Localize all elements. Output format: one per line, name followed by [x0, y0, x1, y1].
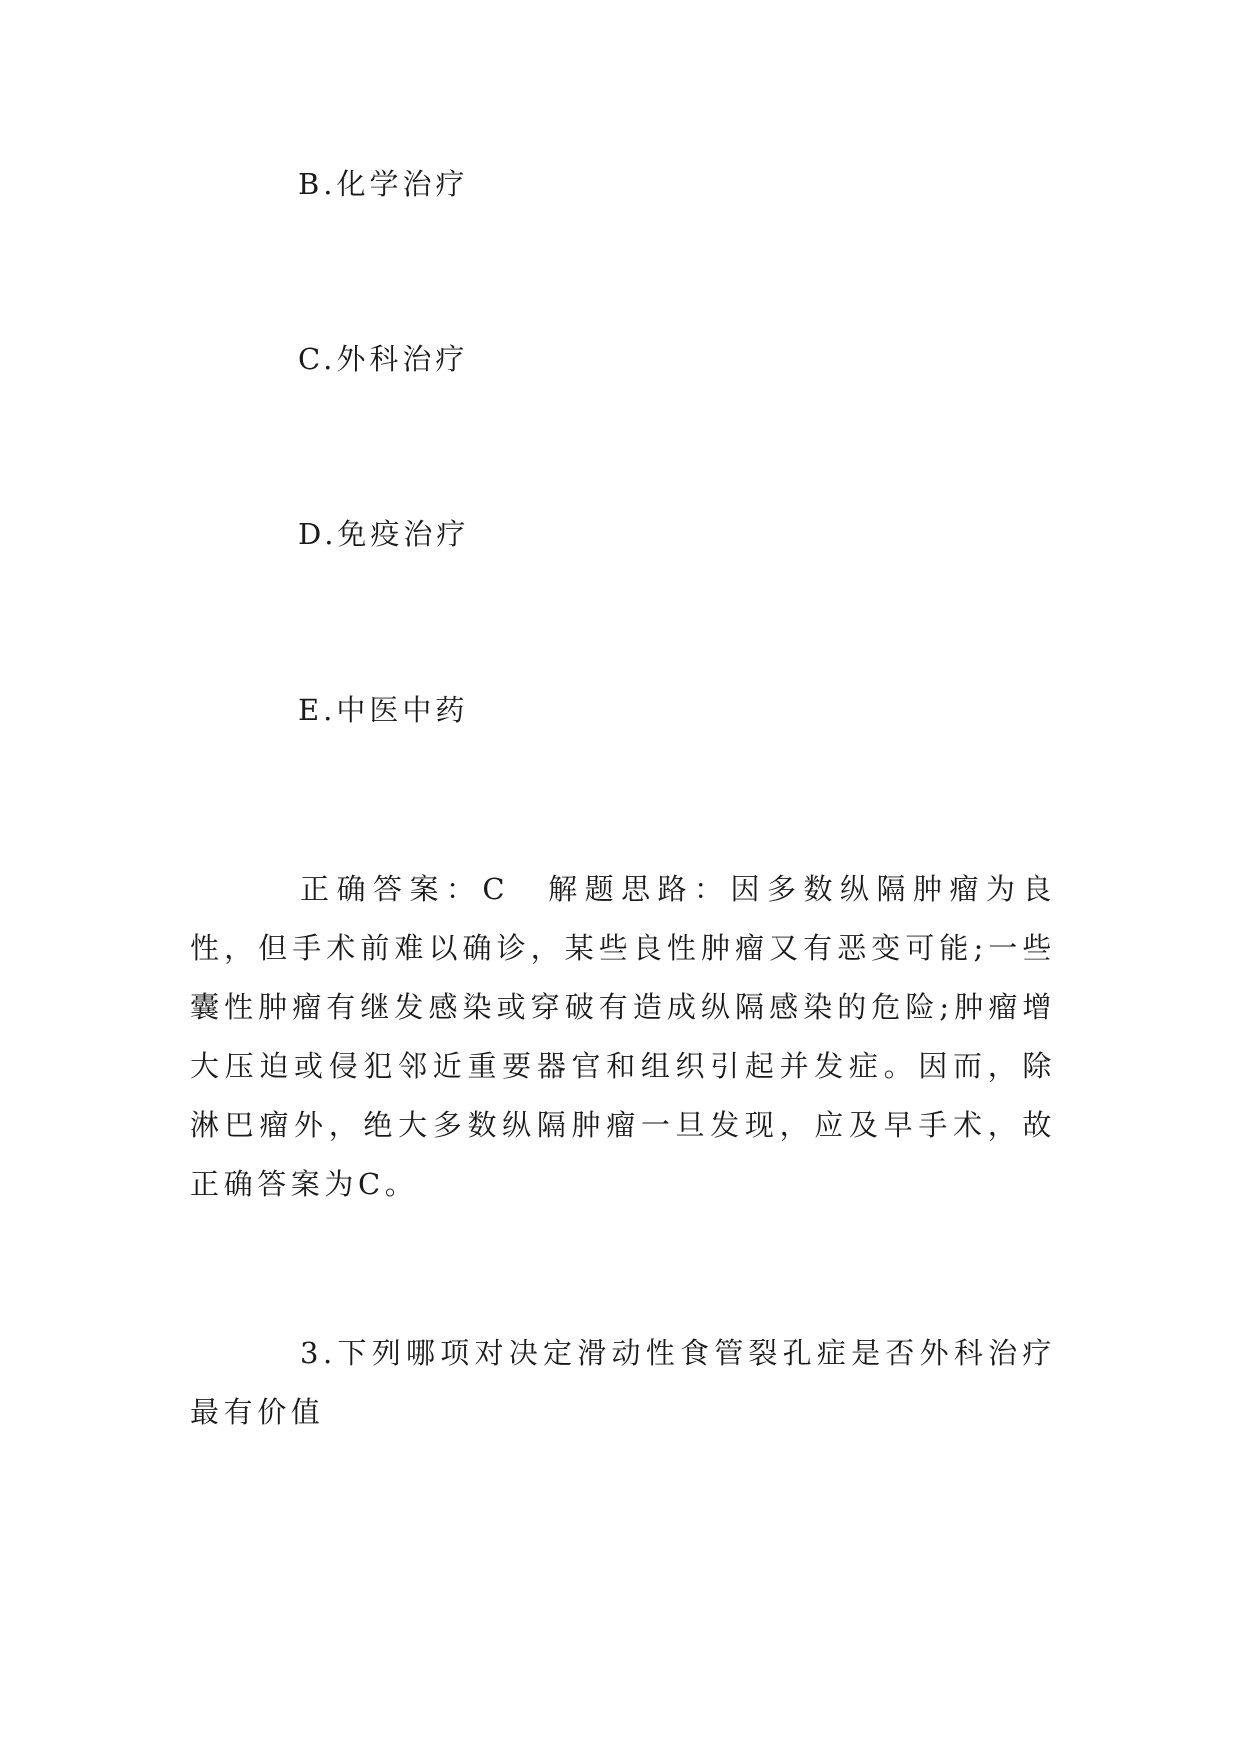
question-3: 3.下列哪项对决定滑动性食管裂孔症是否外科治疗最有价值 — [190, 1336, 1056, 1429]
option-e: E.中医中药 — [298, 693, 469, 727]
answer-label: 正确答案：C — [300, 872, 510, 906]
option-c: C.外科治疗 — [298, 342, 469, 376]
option-b: B.化学治疗 — [298, 167, 469, 201]
option-d: D.免疫治疗 — [298, 517, 470, 551]
answer-paragraph — [190, 860, 1056, 1214]
answer-explanation: 解题思路：因多数纵隔肿瘤为良性，但手术前难以确诊，某些良性肿瘤又有恶变可能;一些囊性肿瘤有继发感染或穿破有造成纵隔感染的危险;肿瘤增大压迫或侵犯邻近重要器官和组织引起并发症。因而，除淋巴瘤外，绝大多数纵隔肿瘤一旦发现，应及早手术，故正确答案为C。 — [190, 872, 1056, 1201]
